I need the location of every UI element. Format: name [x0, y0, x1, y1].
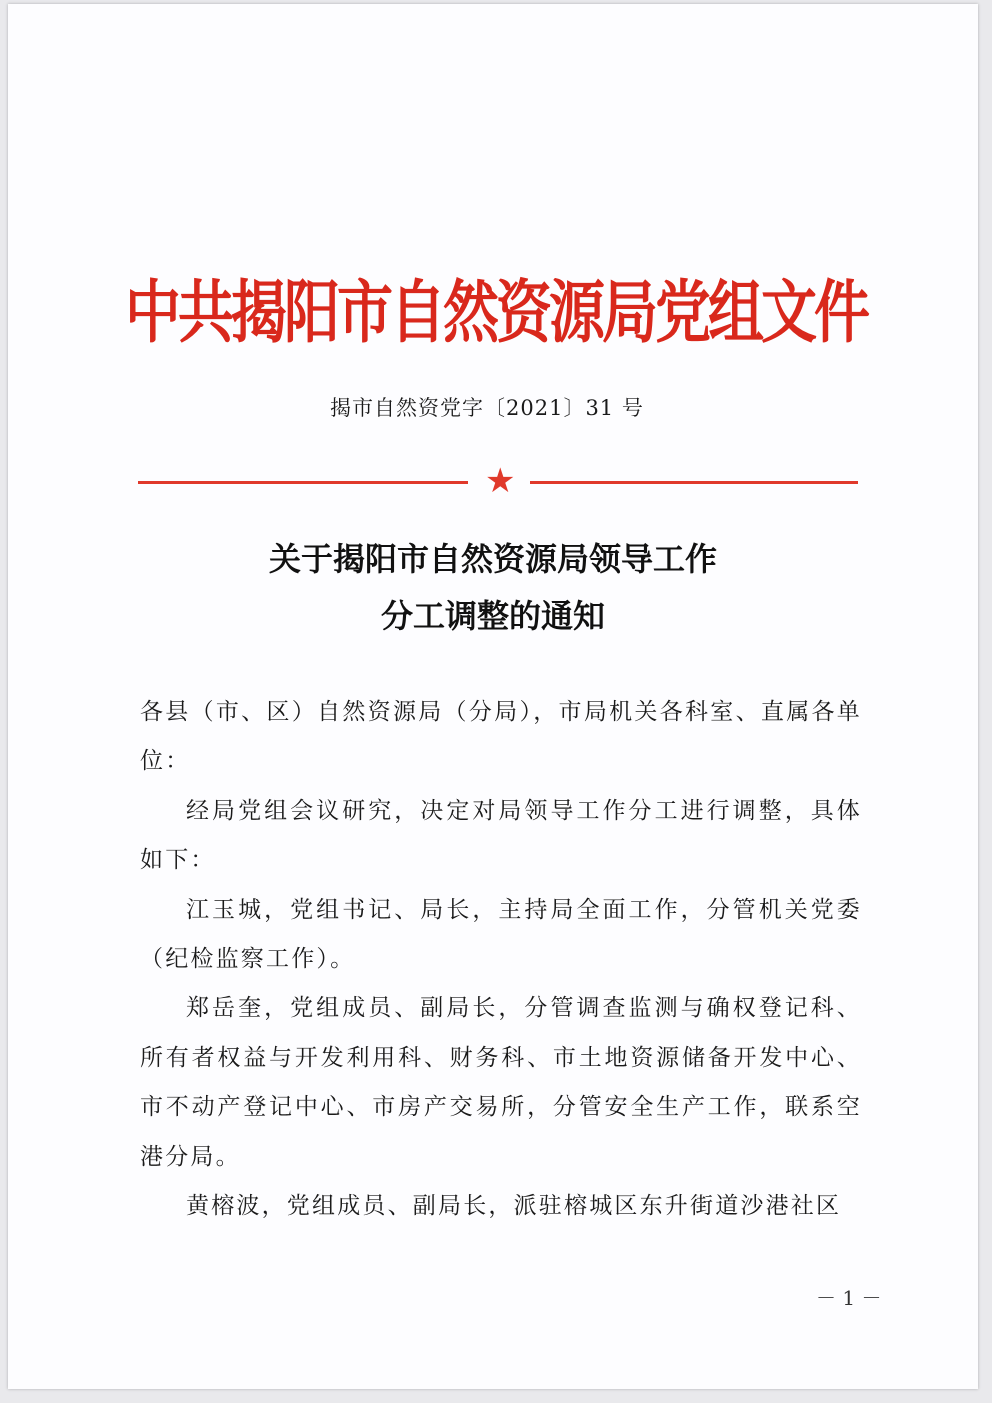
intro-paragraph: 经局党组会议研究，决定对局领导工作分工进行调整，具体如下：	[140, 797, 862, 874]
star-icon: ★	[485, 461, 516, 501]
assignment-paragraph-1: 江玉城，党组书记、局长，主持局全面工作，分管机关党委（纪检监察工作）。	[140, 896, 862, 973]
assignment-paragraph-2: 郑岳奎，党组成员、副局长，分管调查监测与确权登记科、所有者权益与开发利用科、财务科、市土地资源储备开发中心、市不动产登记中心、市房产交易所，分管安全生产工作，联系空港分局。	[140, 995, 862, 1170]
document-page	[8, 4, 978, 1389]
page-number: － 1 －	[816, 1286, 882, 1310]
addressee-paragraph: 各县（市、区）自然资源局（分局），市局机关各科室、直属各单位：	[140, 699, 862, 775]
document-title-line-2: 分工调整的通知	[380, 597, 605, 635]
red-divider-right	[530, 481, 858, 484]
document-number: 揭市自然资党字〔2021〕31 号	[330, 396, 644, 420]
document-body	[140, 688, 862, 1231]
document-red-header: 中共揭阳市自然资源局党组文件	[125, 272, 867, 353]
assignment-paragraph-3: 黄榕波，党组成员、副局长，派驻榕城区东升街道沙港社区	[186, 1193, 842, 1220]
document-title-line-1: 关于揭阳市自然资源局领导工作	[268, 540, 717, 578]
red-divider-left	[138, 481, 468, 484]
